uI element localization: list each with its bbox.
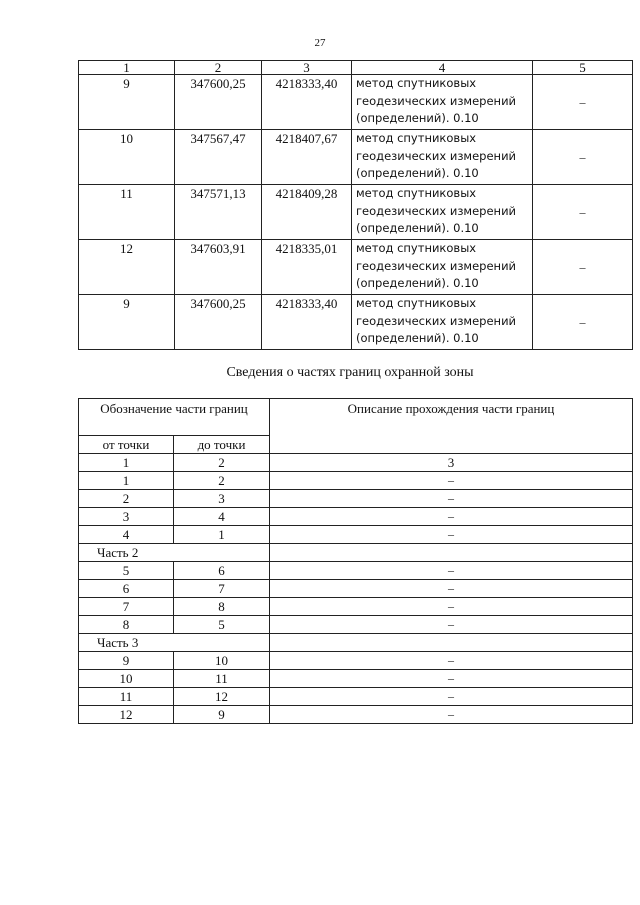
to-point: 2 [174, 472, 270, 490]
point-number: 9 [79, 295, 175, 350]
segment-description: – [270, 706, 633, 724]
from-point: 10 [79, 670, 174, 688]
column-number: 4 [352, 61, 533, 75]
method-line: (определений). 0.10 [356, 166, 479, 180]
segment-description: – [270, 508, 633, 526]
parts-header-row [79, 399, 633, 436]
method-line: метод спутниковых [356, 296, 477, 310]
table-row [79, 562, 633, 580]
method-line: (определений). 0.10 [356, 221, 479, 235]
to-point: 8 [174, 598, 270, 616]
column-number: 2 [174, 454, 270, 472]
segment-description: – [270, 598, 633, 616]
point-number: 12 [79, 240, 175, 295]
method-line: геодезических измерений [356, 148, 517, 163]
table-row [79, 490, 633, 508]
point-number: 10 [79, 130, 175, 185]
method-line: (определений). 0.10 [356, 331, 479, 345]
y-coordinate: 4218409,28 [262, 185, 352, 240]
segment-description: – [270, 580, 633, 598]
method-line: метод спутниковых [356, 186, 477, 200]
to-point: 10 [174, 652, 270, 670]
method-line: геодезических измерений [356, 258, 517, 273]
coordinates-table [78, 60, 633, 350]
method-description [352, 75, 533, 130]
method-line: метод спутниковых [356, 241, 477, 255]
from-point: 5 [79, 562, 174, 580]
table-row [79, 472, 633, 490]
segment-description: – [270, 490, 633, 508]
method-line: геодезических измерений [356, 313, 517, 328]
segment-description: – [270, 688, 633, 706]
table-row [79, 670, 633, 688]
x-coordinate: 347600,25 [175, 75, 262, 130]
from-point: 3 [79, 508, 174, 526]
to-point: 12 [174, 688, 270, 706]
point-number: 9 [79, 75, 175, 130]
part-label: Часть 2 [79, 544, 270, 562]
x-coordinate: 347571,13 [175, 185, 262, 240]
column-number: 3 [270, 454, 633, 472]
table-row [79, 580, 633, 598]
column-number: 1 [79, 61, 175, 75]
y-coordinate: 4218333,40 [262, 75, 352, 130]
note-cell: – [533, 130, 633, 185]
column-number: 2 [175, 61, 262, 75]
method-description [352, 295, 533, 350]
y-coordinate: 4218407,67 [262, 130, 352, 185]
to-point: 9 [174, 706, 270, 724]
from-point: 1 [79, 472, 174, 490]
segment-description: – [270, 472, 633, 490]
column-number: 1 [79, 454, 174, 472]
y-coordinate: 4218335,01 [262, 240, 352, 295]
table-row [79, 75, 633, 130]
note-cell: – [533, 295, 633, 350]
from-point: 6 [79, 580, 174, 598]
table-row [79, 688, 633, 706]
column-number: 5 [533, 61, 633, 75]
to-point: 4 [174, 508, 270, 526]
method-description [352, 185, 533, 240]
x-coordinate: 347567,47 [175, 130, 262, 185]
segment-description: – [270, 652, 633, 670]
method-line: метод спутниковых [356, 76, 477, 90]
y-coordinate: 4218333,40 [262, 295, 352, 350]
from-point: 7 [79, 598, 174, 616]
x-coordinate: 347603,91 [175, 240, 262, 295]
from-point: 12 [79, 706, 174, 724]
method-description [352, 240, 533, 295]
method-line: (определений). 0.10 [356, 276, 479, 290]
table-row [79, 130, 633, 185]
table-row [79, 240, 633, 295]
table-row [79, 616, 633, 634]
column-number: 3 [262, 61, 352, 75]
note-cell: – [533, 240, 633, 295]
from-point: 2 [79, 490, 174, 508]
method-description [352, 130, 533, 185]
to-point: 11 [174, 670, 270, 688]
from-point: 11 [79, 688, 174, 706]
section-title: Сведения о частях границ охранной зоны [226, 365, 474, 380]
from-point: 8 [79, 616, 174, 634]
page-number: 27 [314, 37, 326, 49]
table-row [79, 526, 633, 544]
empty-description [270, 544, 633, 562]
method-line: метод спутниковых [356, 131, 477, 145]
note-cell: – [533, 75, 633, 130]
table-row [79, 598, 633, 616]
from-point: 4 [79, 526, 174, 544]
description-header: Описание прохождения части границ [270, 399, 633, 454]
point-number: 11 [79, 185, 175, 240]
table-row [79, 295, 633, 350]
boundary-parts-table [78, 398, 633, 724]
from-point: 9 [79, 652, 174, 670]
from-point-header: от точки [79, 436, 174, 454]
x-coordinate: 347600,25 [175, 295, 262, 350]
to-point: 7 [174, 580, 270, 598]
part-label-row [79, 544, 633, 562]
to-point: 1 [174, 526, 270, 544]
method-line: геодезических измерений [356, 203, 517, 218]
to-point-header: до точки [174, 436, 270, 454]
table-row [79, 508, 633, 526]
designation-header: Обозначение части границ [79, 399, 270, 436]
segment-description: – [270, 670, 633, 688]
table-row [79, 652, 633, 670]
to-point: 3 [174, 490, 270, 508]
empty-description [270, 634, 633, 652]
part-label: Часть 3 [79, 634, 270, 652]
note-cell: – [533, 185, 633, 240]
column-number-row [79, 454, 633, 472]
table-row [79, 706, 633, 724]
table-row [79, 185, 633, 240]
segment-description: – [270, 616, 633, 634]
to-point: 5 [174, 616, 270, 634]
part-label-row [79, 634, 633, 652]
to-point: 6 [174, 562, 270, 580]
method-line: геодезических измерений [356, 93, 517, 108]
segment-description: – [270, 526, 633, 544]
coords-header-row [79, 61, 633, 75]
method-line: (определений). 0.10 [356, 111, 479, 125]
segment-description: – [270, 562, 633, 580]
